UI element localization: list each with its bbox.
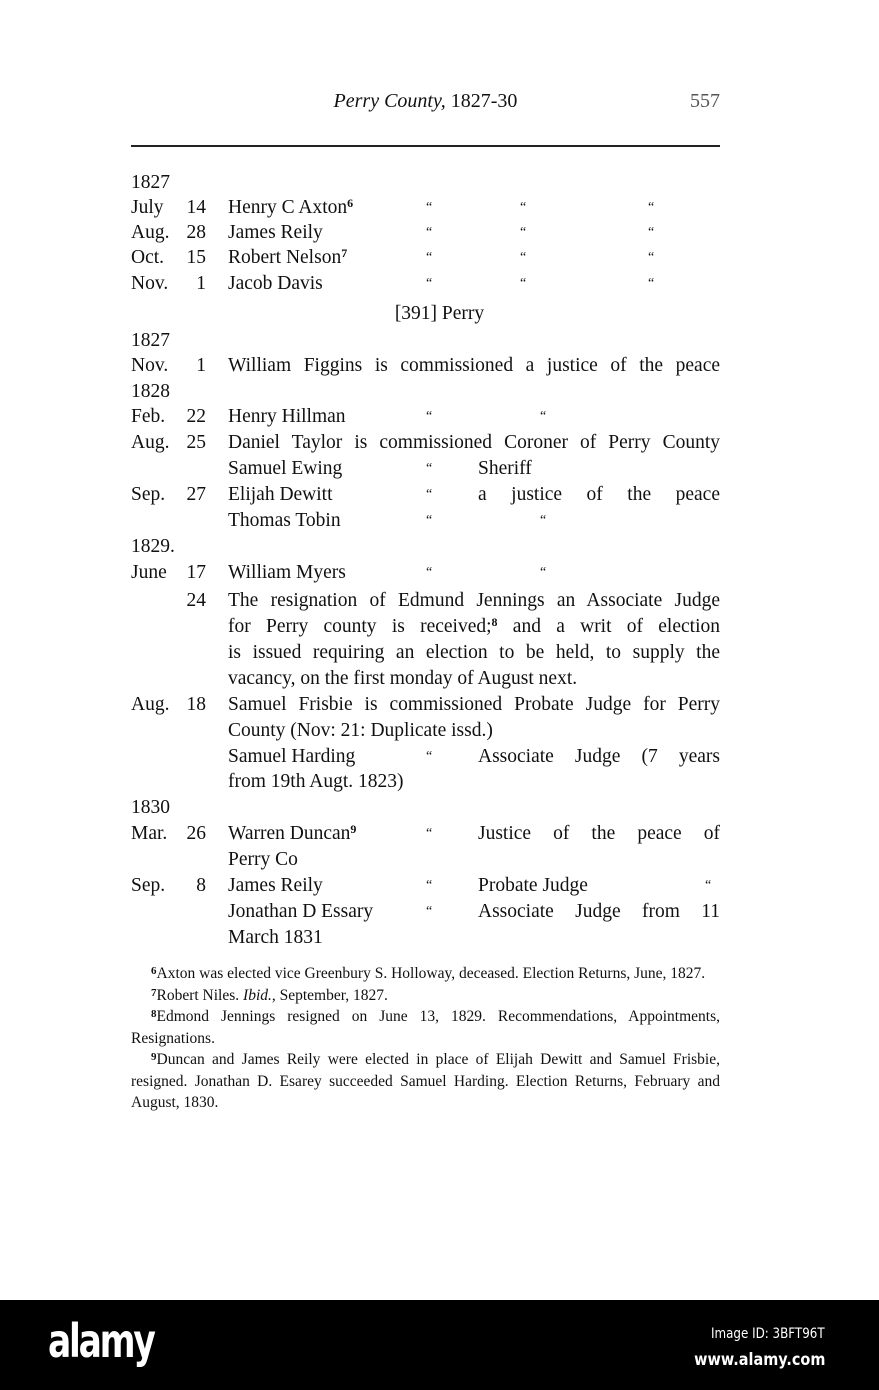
entry-text [228,900,373,924]
text: 27 [186,484,206,505]
section-heading [0,302,879,326]
record-line [0,509,879,533]
text: Elijah Dewitt [228,484,333,505]
record-line [0,246,879,270]
entry-month [131,693,169,717]
ditto-mark [648,272,654,296]
text: Mar. [131,823,168,844]
footnote-text: Axton was elected vice Greenbury S. Holloway, deceased. Election Returns, June, 1827. [156,965,706,982]
text: Associate Judge from 11 [478,901,720,922]
watermark-url: www.alamy.com [693,1350,825,1370]
footnote-number: 6 [151,965,157,977]
record-line [0,535,879,559]
record-line [0,561,879,585]
footnotes [131,963,720,1114]
text: Thomas Tobin [228,510,341,531]
footnote-ref: 7 [341,246,348,260]
text: “ [648,200,655,215]
entry-month [131,483,165,507]
header-title [131,90,720,113]
ditto-mark [540,405,546,429]
entry-text [228,745,355,769]
record-line [0,272,879,296]
text: James Reily [228,875,323,896]
entry-text [228,589,720,613]
record-line [0,457,879,481]
footnote [131,1049,720,1114]
text: “ [540,565,547,580]
text: Aug. [131,222,170,243]
ditto-mark [648,246,654,270]
text: is issued requiring an election to be held, to supply the [228,642,720,663]
text: “ [426,826,433,841]
record-line [0,770,879,794]
text: “ [648,276,655,291]
entry-text [228,693,720,717]
text: Samuel Harding [228,746,356,767]
record-line [0,796,879,820]
text: Associate Judge (7 years [478,746,720,767]
text: 1 [196,273,206,294]
text: 28 [186,222,206,243]
entry-month [131,196,164,220]
text: and a writ of election [497,616,720,637]
ditto-mark [648,221,654,245]
entry-day [170,822,206,846]
entry-office [478,874,588,898]
text: Henry Hillman [228,406,346,427]
entry-day [170,405,206,429]
header-rule [131,145,720,147]
record-line [0,380,879,404]
ditto-mark [540,561,546,585]
ditto-mark [426,196,432,220]
text: “ [520,276,527,291]
record-line [0,719,879,743]
entry-text [228,615,720,639]
entry-day [170,874,206,898]
ditto-mark [426,745,432,769]
text: 25 [186,432,206,453]
ditto-mark [426,457,432,481]
footnote-text: Duncan and James Reily were elected in place of Elijah Dewitt and Samuel Frisbie, resigned. Jonathan D. Esarey succeeded Samuel Harding. Election Returns, February and August, 1830. [131,1051,720,1111]
entry-office [478,900,720,924]
entry-text [228,196,353,220]
entry-text [228,667,577,691]
entry-month [131,874,165,898]
text: “ [426,487,433,502]
entry-text [228,457,342,481]
text: William Figgins is commissioned a justice of the peace [228,355,720,376]
text: Aug. [131,432,170,453]
footnote-ref: 6 [347,196,354,210]
text: “ [648,225,655,240]
text: James Reily [228,222,323,243]
footnote [131,963,720,985]
ditto-mark [520,246,526,270]
footnote-text: , September, 1827. [271,986,388,1004]
entry-text [228,926,323,950]
text: 1 [196,355,206,376]
text: [391] Perry [394,303,485,324]
text: 1830 [131,797,170,818]
text: “ [426,565,433,580]
record-line [0,926,879,950]
record-line [0,329,879,353]
footnote [131,985,720,1007]
entry-month [131,535,175,559]
text: “ [426,904,433,919]
entry-text [228,848,298,872]
text: Perry Co [228,849,298,870]
entry-month [131,431,169,455]
text: Sheriff [478,458,532,479]
text: Sep. [131,875,166,896]
record-line [0,196,879,220]
record-line [0,848,879,872]
record-line [0,221,879,245]
text: “ [520,225,527,240]
record-line [0,589,879,613]
image-id: Image ID: 3BFT96T [711,1326,825,1342]
text: 17 [186,562,206,583]
record-line [0,822,879,846]
text: 15 [186,247,206,268]
text: Henry C Axton [228,197,348,218]
text: Daniel Taylor is commissioned Coroner of Perry County [228,432,720,453]
entry-text [228,509,341,533]
footnote-text: Robert Niles. [156,986,244,1004]
text: Justice of the peace of [478,823,720,844]
text: Jonathan D Essary [228,901,374,922]
entry-office [478,745,720,769]
entry-day [170,246,206,270]
entry-month [131,796,170,820]
ditto-mark [426,246,432,270]
entry-office [478,457,532,481]
text: 1828 [131,381,170,402]
entry-day [170,272,206,296]
ditto-mark [426,509,432,533]
text: 1829. [131,536,175,557]
entry-text [228,272,323,296]
ditto-mark [426,221,432,245]
page-number: 557 [690,90,720,112]
entry-day [170,483,206,507]
entry-text [228,483,333,507]
entry-text [228,561,346,585]
entry-text [228,641,720,665]
footnote-ref: 9 [350,822,357,836]
ditto-mark [426,272,432,296]
text: Robert Nelson [228,247,342,268]
text: “ [426,461,433,476]
entry-text [228,770,404,794]
header-title-years: 1827-30 [445,90,518,112]
record-line [0,354,879,378]
text: “ [540,409,547,424]
text: “ [426,513,433,528]
text: “ [426,250,433,265]
text: June [131,562,167,583]
record-line [0,302,879,326]
record-line [0,874,879,898]
text: Aug. [131,694,170,715]
entry-text [228,822,356,846]
entry-month [131,822,167,846]
text: 1827 [131,172,170,193]
text: a justice of the peace [478,484,720,505]
footnote [131,1006,720,1049]
running-header [131,90,720,116]
record-line [0,405,879,429]
text: “ [520,200,527,215]
footnote-text: Edmond Jennings resigned on June 13, 1829. Recommendations, Appointments, Resignations. [131,1008,720,1047]
alamy-logo: alamy [48,1314,154,1368]
entry-text [228,246,347,270]
text: Samuel Frisbie is commissioned Probate Judge for Perry [228,694,720,715]
ditto-mark [705,874,711,898]
text: Feb. [131,406,166,427]
text: 22 [186,406,206,427]
ditto-mark [426,483,432,507]
entry-office [478,483,720,507]
text: March 1831 [228,927,323,948]
text: “ [705,878,712,893]
text: 1827 [131,330,170,351]
entry-day [170,693,206,717]
footnote-number: 7 [151,986,157,999]
text: Nov. [131,273,169,294]
record-line [0,171,879,195]
entry-day [170,196,206,220]
entry-month [131,221,169,245]
ditto-mark [520,196,526,220]
entry-month [131,171,170,195]
entry-day [170,431,206,455]
record-line [0,745,879,769]
entry-day [170,589,206,613]
text: 18 [186,694,206,715]
text: Jacob Davis [228,273,323,294]
text: “ [648,250,655,265]
text: William Myers [228,562,346,583]
text: “ [426,878,433,893]
text: County (Nov: 21: Duplicate issd.) [228,720,493,741]
entry-month [131,405,165,429]
text: 8 [196,875,206,896]
text: Oct. [131,247,165,268]
footnote-italic: Ibid. [243,986,272,1004]
record-line [0,693,879,717]
text: “ [426,225,433,240]
entry-month [131,380,170,404]
footnote-ref: 8 [491,615,498,629]
text: vacancy, on the first monday of August next. [228,668,578,689]
entry-text [228,431,720,455]
ditto-mark [520,272,526,296]
ditto-mark [540,509,546,533]
record-line [0,900,879,924]
text: “ [426,409,433,424]
record-line [0,615,879,639]
text: Samuel Ewing [228,458,343,479]
ditto-mark [520,221,526,245]
footnote-number: 9 [151,1051,157,1063]
text: Probate Judge [478,875,588,896]
text: “ [426,749,433,764]
text: July [131,197,164,218]
record-line [0,431,879,455]
record-line [0,641,879,665]
text: “ [520,250,527,265]
text: from 19th Augt. 1823) [228,771,404,792]
watermark-bar [0,1300,879,1390]
entry-text [228,874,323,898]
ditto-mark [426,874,432,898]
text: 14 [186,197,206,218]
entry-month [131,246,164,270]
entry-text [228,354,720,378]
header-title-italic: Perry County, [333,90,446,112]
record-line [0,667,879,691]
record-line [0,483,879,507]
footnote-number: 8 [151,1008,157,1020]
entry-month [131,561,167,585]
text: 24 [186,590,206,611]
entry-day [170,221,206,245]
text: The resignation of Edmund Jennings an Associate Judge [228,590,720,611]
ditto-mark [648,196,654,220]
text: Sep. [131,484,166,505]
text: “ [426,200,433,215]
entry-month [131,272,168,296]
entry-day [170,561,206,585]
entry-month [131,354,168,378]
text: Nov. [131,355,169,376]
ditto-mark [426,822,432,846]
text: Warren Duncan [228,823,351,844]
entry-text [228,405,346,429]
entry-day [170,354,206,378]
entry-text [228,719,493,743]
text: for Perry county is received; [228,616,492,637]
text: “ [540,513,547,528]
ditto-mark [426,561,432,585]
ditto-mark [426,900,432,924]
entry-text [228,221,323,245]
entry-office [478,822,720,846]
text: 26 [186,823,206,844]
ditto-mark [426,405,432,429]
entry-month [131,329,170,353]
text: “ [426,276,433,291]
